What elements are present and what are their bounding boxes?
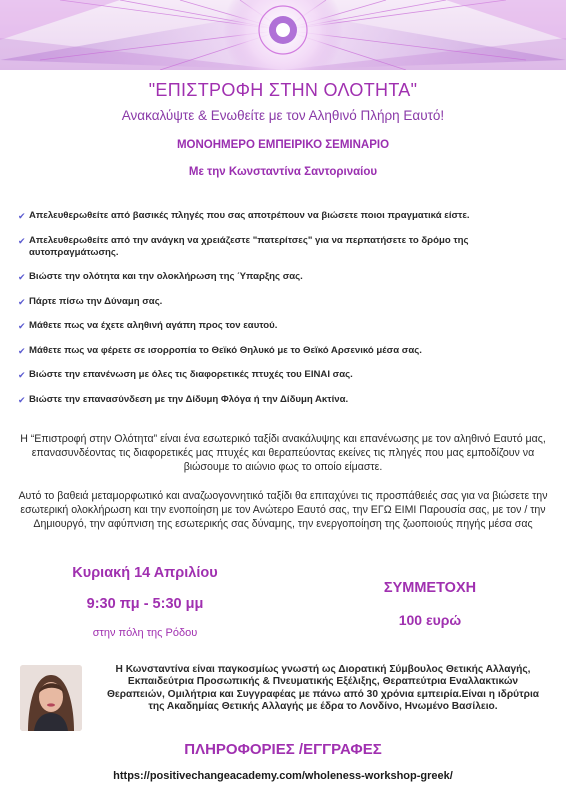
mandala-banner [0,0,566,70]
person-portrait-icon [20,665,82,731]
check-icon: ✔ [18,321,26,331]
page-title: "ΕΠΙΣΤΡΟΦΗ ΣΤΗΝ ΟΛΟΤΗΤΑ" [148,80,418,100]
benefits-list [18,210,538,418]
presenter-line: Με την Κωνσταντίνα Σαντοριναίου [188,166,378,178]
mandala-graphic [0,0,566,70]
check-icon: ✔ [18,296,26,307]
list-item: ✔ Μάθετε πως να έχετε αληθινή αγάπη προς τον εαυτού. [18,320,278,331]
list-item: ✔ Βιώστε την επανένωση με όλες τις διαφορετικές πτυχές του ΕΙΝΑΙ σας. [18,369,353,380]
list-item: ✔ Βιώστε την επανασύνδεση με την Δίδυμη Φλόγα ή την Δίδυμη Ακτίνα. [18,393,349,405]
check-icon: ✔ [18,345,26,356]
check-icon: ✔ [18,370,26,380]
check-icon: ✔ [18,235,26,246]
fee-label: ΣΥΜΜΕΤΟΧΗ [383,580,477,596]
page-subtitle: Ανακαλύψτε & Ενωθείτε με τον Αληθινό Πλήρη Εαυτό! [121,108,445,123]
journey-paragraph: Αυτό το βαθειά μεταμορφωτικό και αναζωογοννητικό ταξίδι θα επιταχύνει τις προσπάθειές σας για να βιώσετε την εσωτερική ολοκλήρωση και την ενοποίηση με τον Ανώτερο Εαυτό σας, την ΕΓΩ ΕΙΜΙ Παρουσία σας, με τον / την Δημιουργό, την αφύπνιση της εσωτερικής σας δύναμης, την ενεργοποίηση της ζωοποιούς πηγής μέσα σας [18,490,548,530]
info-heading: ΠΛΗΡΟΦΟΡΙΕΣ /ΕΓΓΡΑΦΕΣ [184,741,382,758]
seminar-type: ΜΟΝΟΗΜΕΡΟ ΕΜΠΕΙΡΙΚΟ ΣΕΜΙΝΑΡΙΟ [176,139,390,151]
list-item: ✔ Απελευθερωθείτε από βασικές πληγές που σας αποτρέπουν να βιώσετε ποιοι πραγματικά είστε. [18,210,470,221]
intro-paragraph: Η “Επιστροφή στην Ολότητα” είναι ένα εσωτερικό ταξίδι ανακάλυψης και επανένωσης με τον αληθινό Εαυτό μας, επανασυνδέοντας τις διαφορετικές μας πτυχές και θεραπεύοντας εκείνες τις πληγές που μας εμποδίζουν να βιώσουμε το αιώνιο φως το οποίο είμαστε. [20,433,546,473]
registration-link[interactable]: https://positivechangeacademy.com/wholeness-workshop-greek/ [113,770,453,782]
fee-price: 100 ευρώ [398,612,462,628]
list-item: ✔ Βιώστε την ολότητα και την ολοκλήρωση της Ύπαρξης σας. [18,271,303,282]
event-place: στην πόλη της Ρόδου [92,627,198,639]
check-icon: ✔ [18,272,26,282]
presenter-bio: Η Κωνσταντίνα είναι παγκοσμίως γνωστή ως Διορατική Σύμβουλος Θετικής Αλλαγής, Εκπαιδεύτρια Προσωπικής & Πνευματικής Εξέλιξης, Θεραπεύτρια Εναλλακτικών Θεραπειών, Ομιλήτρια και Συγγραφέας με πάνω από 30 χρόνια εμπειρία.Είναι η ιδρύτρια της Ακαδημίας Θετικής Αλλαγής με έδρα το Λονδίνο, Ηνωμένο Βασίλειο. [106,664,540,713]
list-item: ✔ Πάρτε πίσω την Δύναμη σας. [18,295,163,307]
list-item: ✔ Μάθετε πως να φέρετε σε ισορροπία το Θεϊκό Θηλυκό με το Θεϊκό Αρσενικό μέσα σας. [18,344,422,356]
check-icon: ✔ [18,394,26,405]
event-date: Κυριακή 14 Απριλίου [72,565,218,581]
check-icon: ✔ [18,211,26,221]
event-time: 9:30 πμ - 5:30 μμ [86,596,204,612]
presenter-photo [20,665,82,731]
list-item: ✔ Απελευθερωθείτε από την ανάγκη να χρειάζεστε "πατερίτσες" για να περπατήσετε το δρόμο της αυτοπραγμάτωσης. [18,234,469,258]
